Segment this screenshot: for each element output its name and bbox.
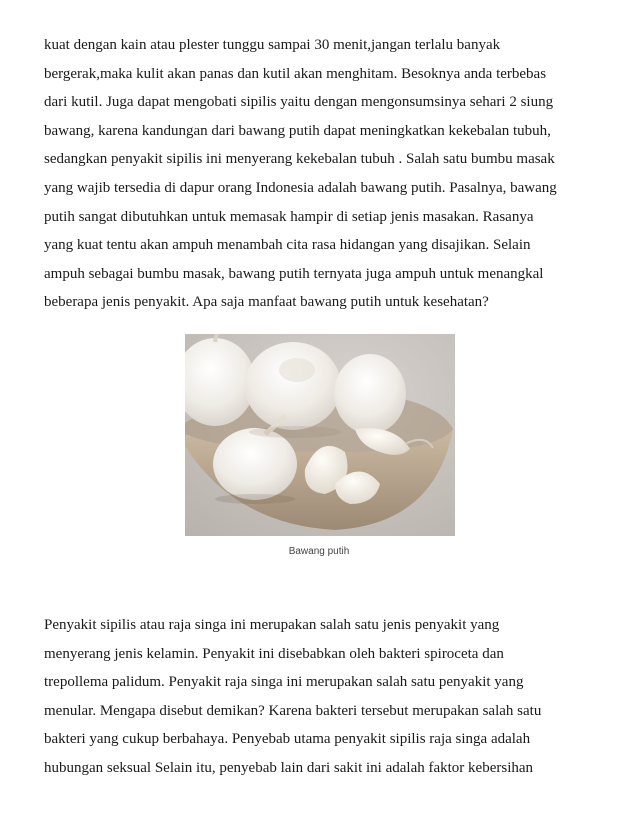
text-line: yang kuat tentu akan ampuh menambah cita rasa hidangan yang disajikan. Selain [44, 237, 531, 254]
text-line: yang wajib tersedia di dapur orang Indonesia adalah bawang putih. Pasalnya, bawang [44, 179, 557, 196]
paragraph-syphilis [44, 611, 604, 783]
text-line: ampuh sebagai bumbu masak, bawang putih ternyata juga ampuh untuk menangkal [44, 265, 544, 282]
text-line: Penyakit sipilis atau raja singa ini merupakan salah satu jenis penyakit yang [44, 617, 500, 633]
garlic-photo [185, 334, 455, 536]
text-line: bawang, karena kandungan dari bawang putih dapat meningkatkan kekebalan tubuh, [44, 122, 551, 139]
text-line: dari kutil. Juga dapat mengobati sipilis yaitu dengan mengonsumsinya sehari 2 siung [44, 94, 554, 111]
text-line: bergerak,maka kulit akan panas dan kutil akan menghitam. Besoknya anda terbebas [44, 65, 547, 82]
text-line: menyerang jenis kelamin. Penyakit ini disebabkan oleh bakteri spiroceta dan [44, 645, 504, 662]
text-line: sedangkan penyakit sipilis ini menyerang kekebalan tubuh . Salah satu bumbu masak [44, 151, 555, 168]
text-line: beberapa jenis penyakit. Apa saja manfaat bawang putih untuk kesehatan? [44, 294, 489, 311]
text-line: kuat dengan kain atau plester tunggu sampai 30 menit,jangan terlalu banyak [44, 37, 501, 53]
paragraph-garlic-benefits [44, 31, 604, 317]
text-line: menular. Mengapa disebut demikan? Karena bakteri tersebut merupakan salah satu [44, 702, 542, 719]
text-line: bakteri yang cukup berbahaya. Penyebab utama penyakit sipilis raja singa adalah [44, 731, 531, 748]
figure-caption: Bawang putih [288, 546, 350, 557]
text-line: hubungan seksual Selain itu, penyebab lain dari sakit ini adalah faktor kebersihan [44, 759, 534, 776]
text-line: putih sangat dibutuhkan untuk memasak hampir di setiap jenis masakan. Rasanya [44, 208, 534, 225]
text-line: trepollema palidum. Penyakit raja singa ini merupakan salah satu penyakit yang [44, 674, 524, 691]
